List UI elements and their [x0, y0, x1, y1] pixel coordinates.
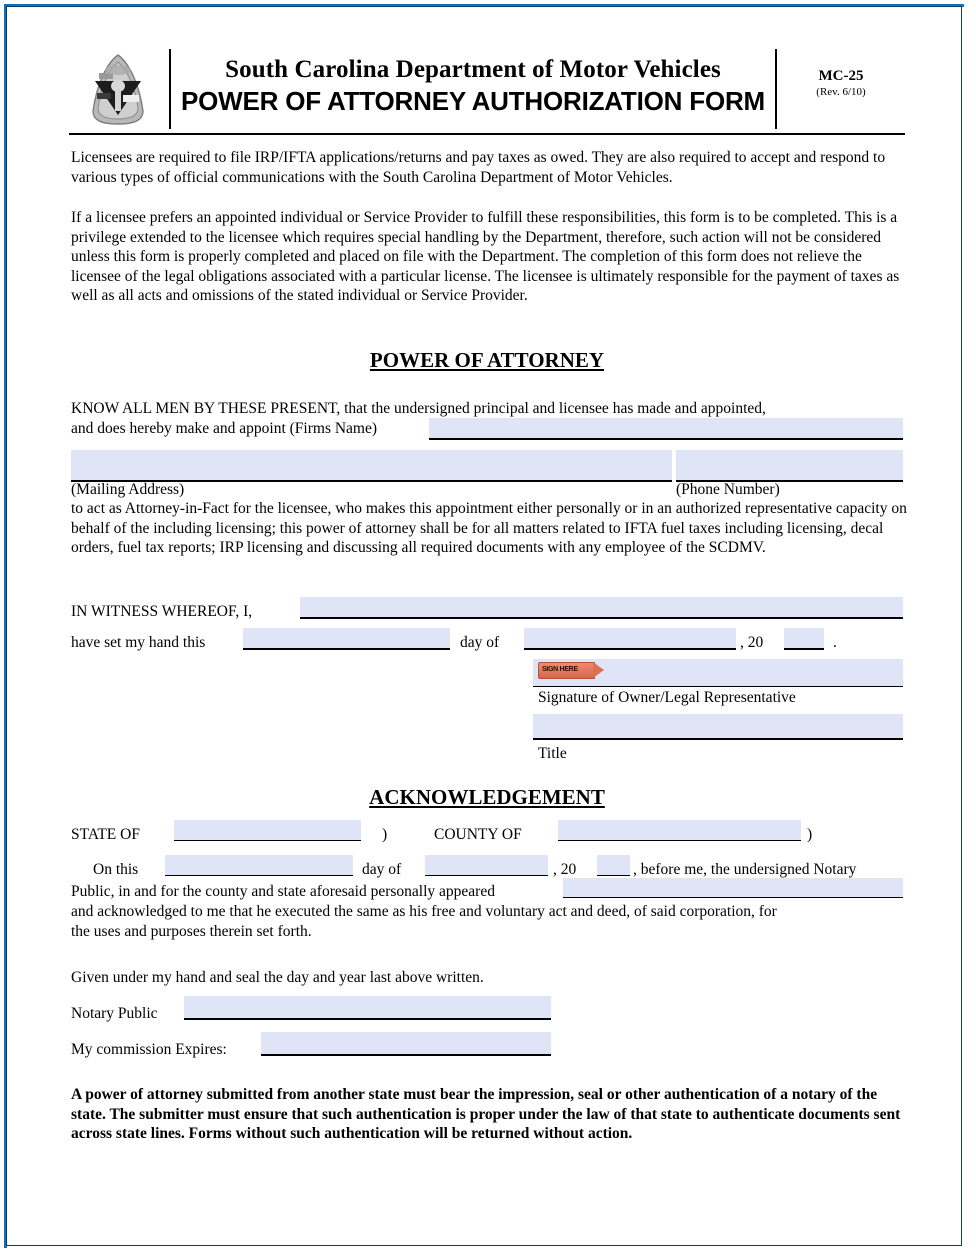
ack-year-prefix-label: , 20 [553, 861, 577, 878]
phone-number-label: (Phone Number) [676, 481, 780, 498]
hand-day-of-label: day of [460, 634, 500, 651]
form-revision: (Rev. 6/10) [816, 86, 866, 98]
section-heading-power-of-attorney: POWER OF ATTORNEY [369, 348, 605, 372]
ack-year-input[interactable] [597, 855, 630, 876]
header-titles [177, 55, 769, 117]
form-header [69, 49, 905, 131]
commission-expires-input[interactable] [261, 1032, 551, 1056]
form-code: MC-25 [818, 68, 864, 84]
state-of-label: STATE OF [71, 826, 140, 843]
signature-label: Signature of Owner/Legal Representative [538, 689, 796, 706]
page-title: POWER OF ATTORNEY AUTHORIZATION FORM [180, 86, 766, 116]
ack-day-of-label: day of [362, 861, 402, 878]
form-sheet [7, 7, 967, 1251]
header-divider-left [169, 49, 171, 129]
hand-period-label: . [833, 634, 837, 651]
ack-body-line-2: the uses and purposes therein set forth. [71, 923, 312, 940]
title-input[interactable] [533, 714, 903, 740]
intro-paragraph-2: If a licensee prefers an appointed individual or Service Provider to fulfill these responsibilities, this form is to be completed. This is a privilege extended to the licensee which requires special handling by the Department, therefore, such action will not be considered unless this form is properly completed and placed on file with the Department. The completion of this form does not relieve the licensee of the legal obligations associated with a particular license. The licensee is ultimately responsible for the payment of taxes as well as all acts and omissions of the stated individual or Service Provider. [71, 209, 900, 304]
ack-month-input[interactable] [425, 855, 548, 876]
firm-name-input[interactable] [429, 418, 903, 440]
county-of-label: COUNTY OF [434, 826, 522, 843]
ack-day-input[interactable] [165, 855, 353, 876]
on-this-label: On this [93, 861, 139, 878]
mailing-address-input[interactable] [71, 450, 672, 482]
mailing-address-label: (Mailing Address) [71, 481, 185, 498]
personally-appeared-input[interactable] [563, 878, 903, 898]
commission-expires-label: My commission Expires: [71, 1041, 227, 1058]
hand-year-input[interactable] [784, 628, 824, 650]
poa-firm-name-label: and does hereby make and appoint (Firms Name) [71, 420, 378, 437]
witness-name-input[interactable] [300, 597, 903, 619]
sign-here-tag-icon[interactable] [538, 662, 595, 679]
intro-paragraph-1: Licensees are required to file IRP/IFTA applications/returns and pay taxes as owed. They are also required to accept and respond to various types of official communications with the South Carolina Department of Motor Vehicles. [71, 149, 886, 186]
poa-body-paragraph: to act as Attorney-in-Fact for the licensee, who makes this appointment either personally or in an authorized representative capacity on behalf of the including licensing; this power of attorney shall be for all matters related to IFTA fuel taxes including licensing, decal orders, fuel tax reports; IRP licensing and discussing all required documents with any employee of the SCDMV. [71, 500, 907, 556]
page-frame [4, 4, 964, 1248]
hand-day-input[interactable] [243, 628, 450, 650]
state-of-paren: ) [382, 826, 388, 843]
section-heading-acknowledgement: ACKNOWLEDGEMENT [369, 785, 605, 809]
notary-public-input[interactable] [184, 996, 551, 1020]
agency-title: South Carolina Department of Motor Vehicles [225, 56, 721, 83]
county-of-paren: ) [807, 826, 813, 843]
county-of-input[interactable] [558, 820, 801, 841]
hand-year-prefix-label: , 20 [740, 634, 764, 651]
footer-notice: A power of attorney submitted from another state must bear the impression, seal or other authentication of a notary of the state. The submitter must ensure that such authentication is proper under the law of that state to authenticate documents sent across state lines. Forms without such authentication will be returned without action. [71, 1086, 901, 1142]
hand-month-input[interactable] [524, 628, 736, 650]
phone-number-input[interactable] [676, 450, 903, 482]
public-line-label: Public, in and for the county and state aforesaid personally appeared [71, 883, 495, 900]
scdmv-seal-logo [83, 53, 153, 127]
notary-public-label: Notary Public [71, 1005, 158, 1022]
poa-know-all-men-line: KNOW ALL MEN BY THESE PRESENT, that the undersigned principal and licensee has made and appointed, [71, 400, 766, 417]
ack-body-line-1: and acknowledged to me that he executed the same as his free and voluntary act and deed, of said corporation, for [71, 903, 777, 920]
form-code-block [781, 67, 901, 99]
header-divider-right [775, 49, 777, 129]
have-set-my-hand-label: have set my hand this [71, 634, 206, 651]
header-bottom-rule [69, 133, 905, 135]
given-under-hand-line: Given under my hand and seal the day and year last above written. [71, 969, 484, 986]
before-me-text: , before me, the undersigned Notary [633, 861, 857, 878]
title-label: Title [538, 745, 567, 762]
sign-here-tag-label: SIGN HERE [542, 666, 578, 673]
in-witness-whereof-label: IN WITNESS WHEREOF, I, [71, 603, 253, 620]
state-of-input[interactable] [174, 820, 361, 841]
